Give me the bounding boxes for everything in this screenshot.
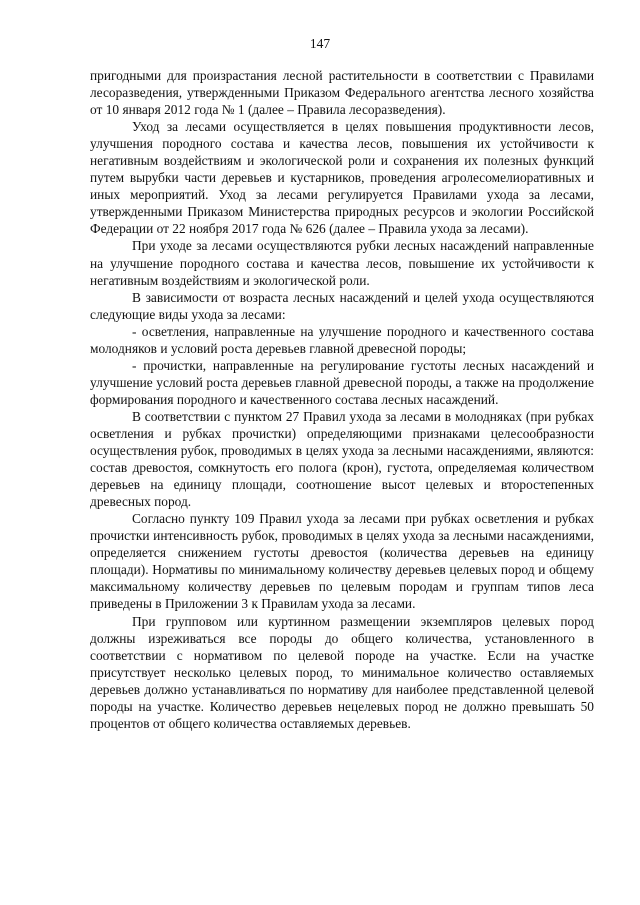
paragraph-item-27: В соответствии с пунктом 27 Правил ухода за лесами в молодняках (при рубках осветления и рубках прочистки) определяющими признаками целесообразности осуществления рубок, проводимых в целях ухода за лесными насаждениями, являются: состав древостоя, сомкнутость его полога (крон), густота, определяемая количеством деревьев на единицу площади, соотношение высот целевых и второстепенных древесных пород. xyxy=(90,408,594,510)
paragraph-continuation: пригодными для произрастания лесной растительности в соответствии с Правилами лесоразведения, утвержденными Приказом Федерального агентства лесного хозяйства от 10 января 2012 года № 1 (далее – Правила лесоразведения). xyxy=(90,68,594,118)
list-item-cleaning: - прочистки, направленные на регулирование густоты лесных насаждений и улучшение условий роста деревьев главной древесной породы, а также на продолжение формирования породного и качественного состава лесных насаждений. xyxy=(90,357,594,407)
list-item-clarification: - осветления, направленные на улучшение породного и качественного состава молодняков и условий роста деревьев главной древесной породы; xyxy=(90,323,594,356)
paragraph-forest-care-goals: Уход за лесами осуществляется в целях повышения продуктивности лесов, улучшения породного состава и качества лесов, повышения их устойчивости к негативным воздействиям и экологической роли и сохранения их полезных функций путем вырубки части деревьев и кустарников, проведения агролесомелиоративных и иных мероприятий. Уход за лесами регулируется Правилами ухода за лесами, утвержденными Приказом Министерства природных ресурсов и экологии Российской Федерации от 22 ноября 2017 года № 626 (далее – Правила ухода за лесами). xyxy=(90,119,594,237)
document-body xyxy=(90,67,594,732)
paragraph-care-types-intro: В зависимости от возраста лесных насаждений и целей ухода осуществляются следующие виды ухода за лесами: xyxy=(90,289,594,322)
page-number: 147 xyxy=(309,36,331,51)
paragraph-felling: При уходе за лесами осуществляются рубки лесных насаждений направленные на улучшение породного состава и качества лесов, повышение их устойчивости к негативным воздействиям и экологической роли. xyxy=(90,238,594,288)
paragraph-group-placement: При групповом или куртинном размещении экземпляров целевых пород должны изреживаться все породы до общего количества, установленного в соответствии с нормативом по целевой породе на участке. Если на участке присутствует несколько целевых пород, то минимальное количество оставляемых деревьев должно устанавливаться по нормативу для наиболее представленной целевой породы на участке. Количество деревьев нецелевых пород не должно превышать 50 процентов от общего количества оставляемых деревьев. xyxy=(90,613,594,731)
paragraph-item-109: Согласно пункту 109 Правил ухода за лесами при рубках осветления и рубках прочистки интенсивность рубок, проводимых в целях ухода за лесными насаждениями, определяется снижением густоты древостоя (количества деревьев на единицу площади). Нормативы по минимальному количеству деревьев целевых пород и общему максимальному количеству деревьев по целевым породам и группам типов леса приведены в Приложении 3 к Правилам ухода за лесами. xyxy=(90,511,594,612)
